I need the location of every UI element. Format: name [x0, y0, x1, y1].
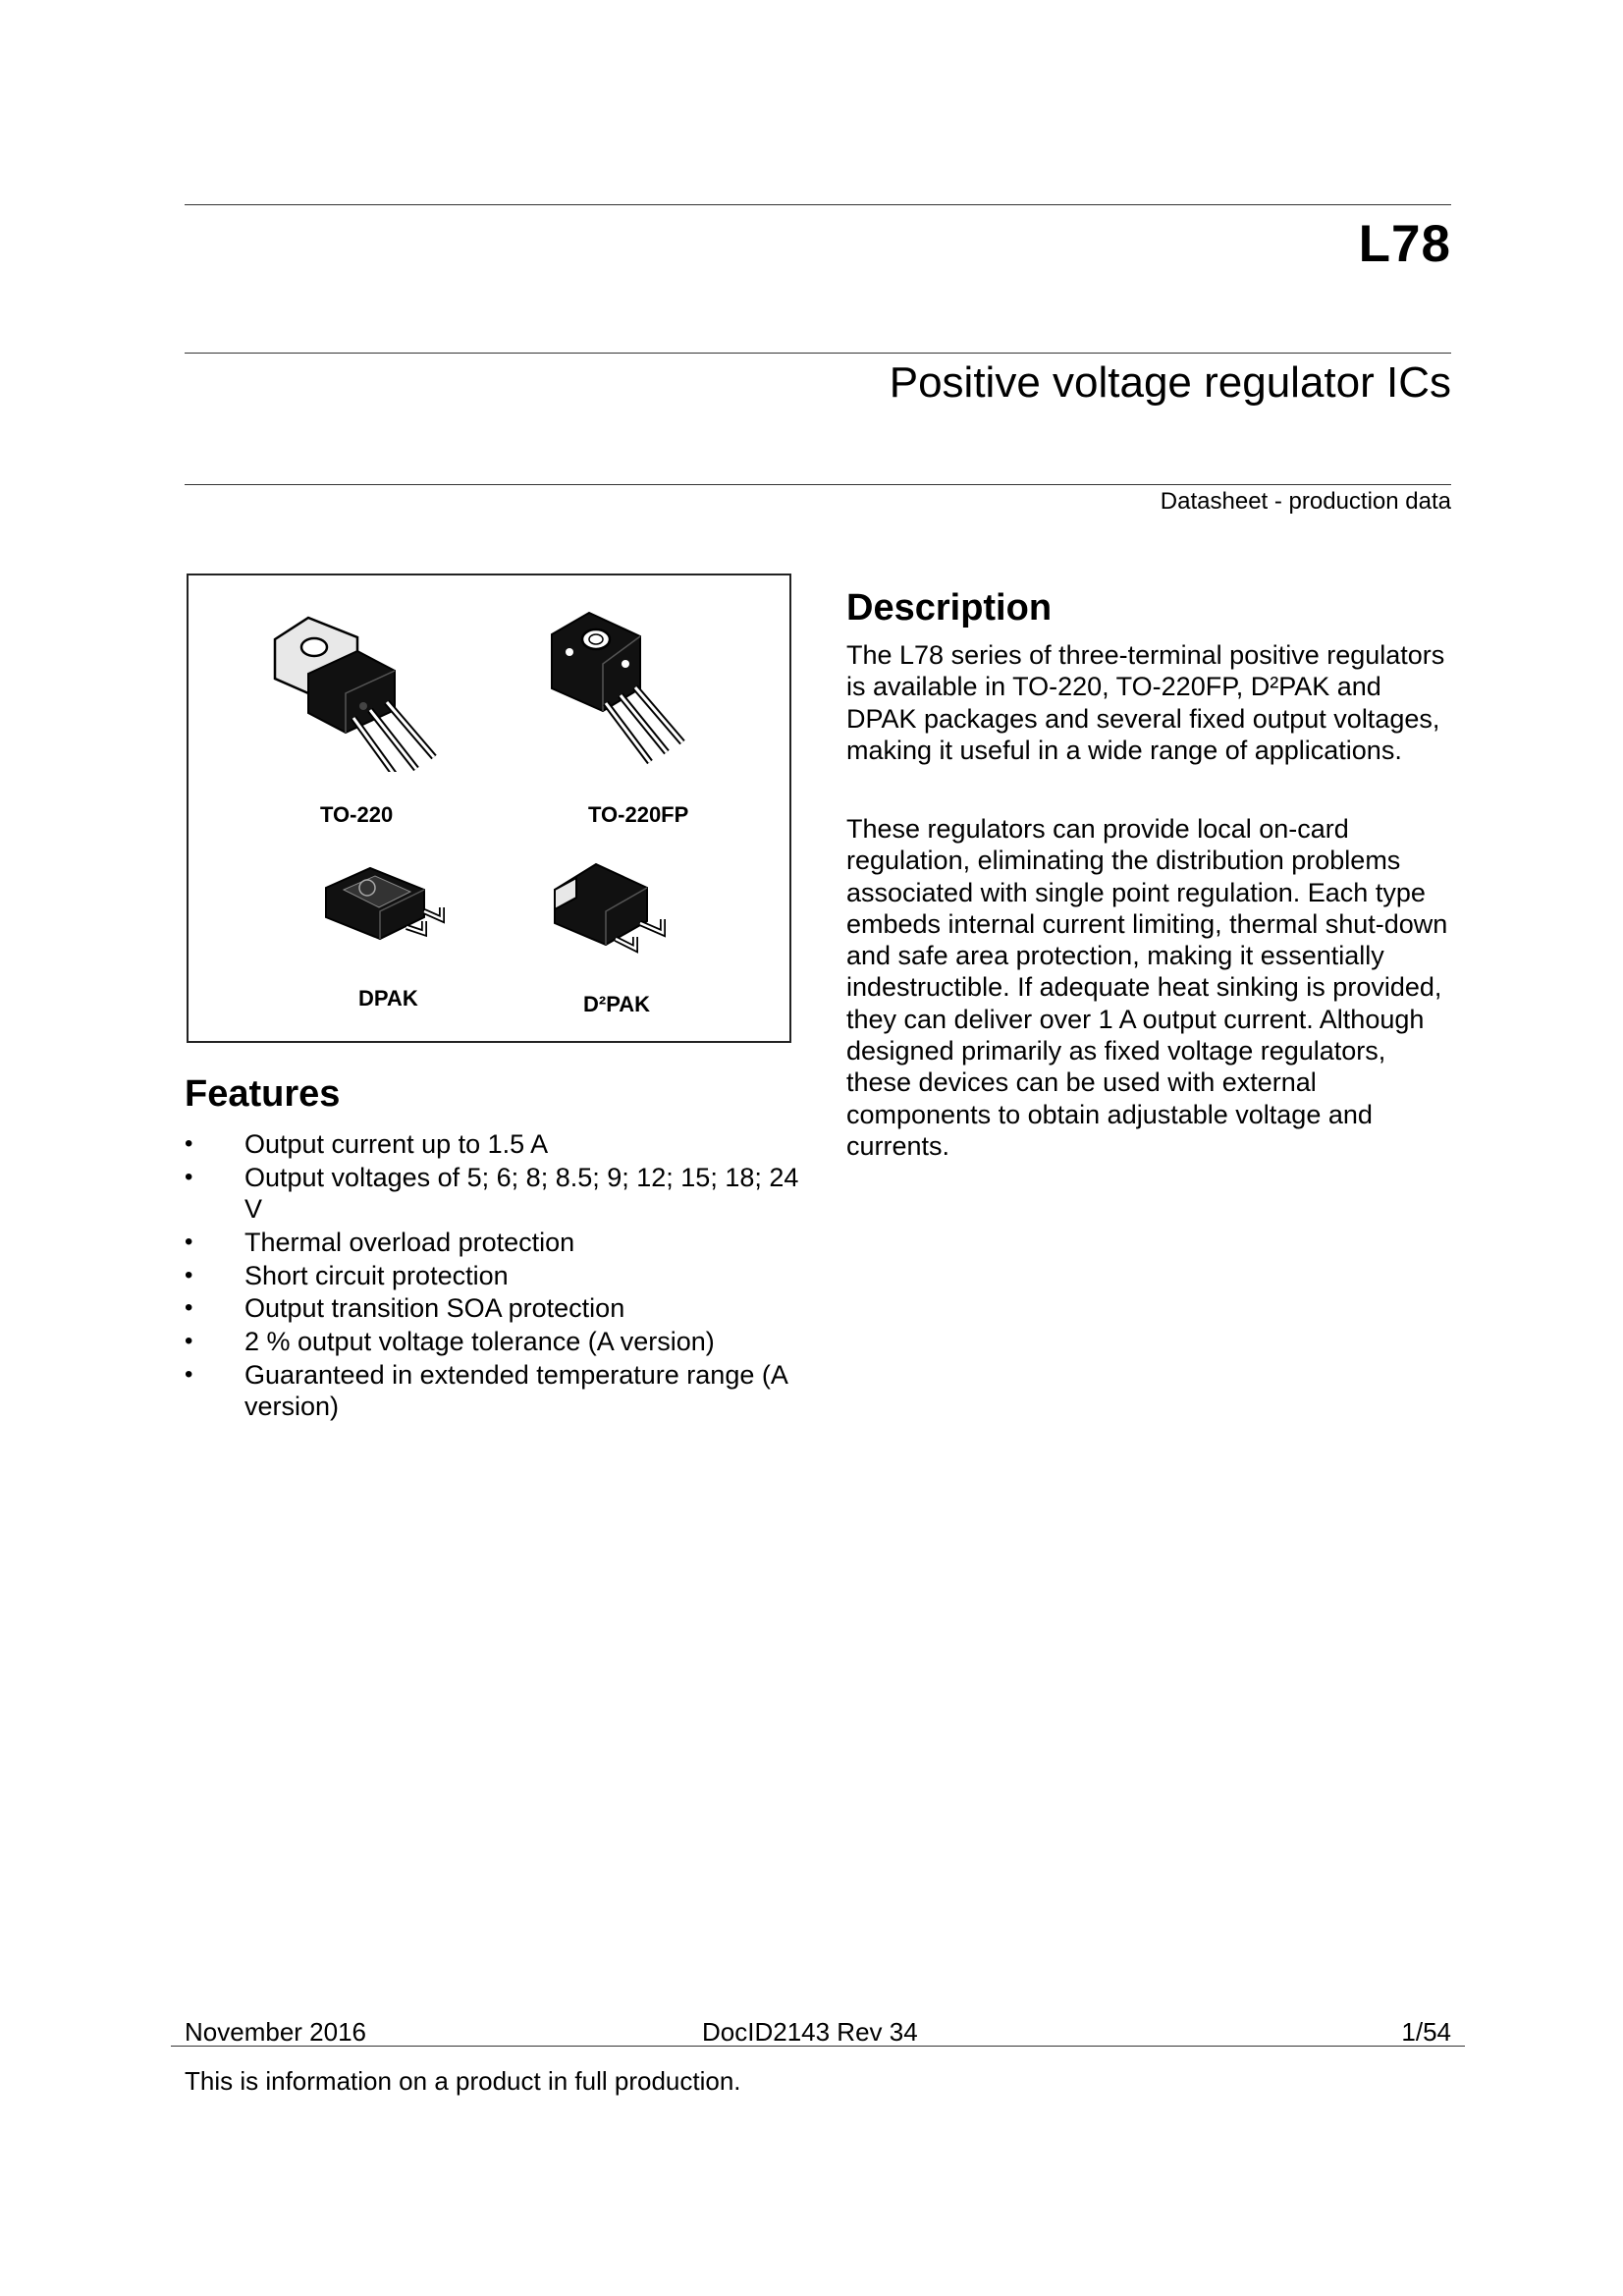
features-list [185, 1128, 803, 1424]
to220-package-icon [267, 600, 463, 772]
doc-type-label: Datasheet - production data [1160, 488, 1451, 515]
footer-date: November 2016 [185, 2017, 366, 2047]
top-rule [185, 204, 1451, 205]
feature-item: • Output current up to 1.5 A [185, 1128, 803, 1160]
package-figure [187, 574, 791, 1043]
dpak-package-icon [316, 860, 463, 958]
title-rule [185, 353, 1451, 354]
d2pak-package-icon [547, 852, 694, 960]
package-label-d2pak: D²PAK [583, 992, 651, 1016]
footer-note: This is information on a product in full production. [185, 2066, 741, 2096]
footer-page-number: 1/54 [1401, 2017, 1451, 2047]
feature-item: • Output transition SOA protection [185, 1292, 803, 1324]
page-title: Positive voltage regulator ICs [889, 358, 1451, 407]
package-label-dpak: DPAK [358, 986, 418, 1011]
feature-item: • Thermal overload protection [185, 1227, 803, 1258]
feature-item: • Short circuit protection [185, 1260, 803, 1291]
description-heading: Description [846, 587, 1053, 629]
feature-item: • Output voltages of 5; 6; 8; 8.5; 9; 12; 15; 18; 24 V [185, 1162, 803, 1226]
features-heading: Features [185, 1073, 341, 1115]
footer-rule [171, 2046, 1465, 2047]
feature-item: • Guaranteed in extended temperature range (A version) [185, 1359, 803, 1423]
subtitle-rule [185, 484, 1451, 485]
to220fp-package-icon [542, 595, 738, 767]
feature-item: • 2 % output voltage tolerance (A version) [185, 1326, 803, 1357]
part-number: L78 [1358, 215, 1451, 273]
footer-doc-id: DocID2143 Rev 34 [702, 2017, 918, 2047]
package-label-to220fp: TO-220FP [588, 802, 689, 827]
description-paragraph-1: The L78 series of three-terminal positive regulators is available in TO-220, TO-220FP, D²PAK and DPAK packages and several fixed output voltages, making it useful in a wide range of applications. [846, 640, 1445, 765]
description-paragraph-2: These regulators can provide local on-card regulation, eliminating the distribution problems associated with single point regulation. Each type embeds internal current limiting, thermal shut-down and safe area protection, making it essentially indestructible. If adequate heat sinking is provided, they can deliver over 1 A output current. Although designed primarily as fixed voltage regulators, these devices can be used with external components to obtain adjustable voltage and currents. [846, 814, 1448, 1161]
package-label-to220: TO-220 [320, 802, 394, 827]
